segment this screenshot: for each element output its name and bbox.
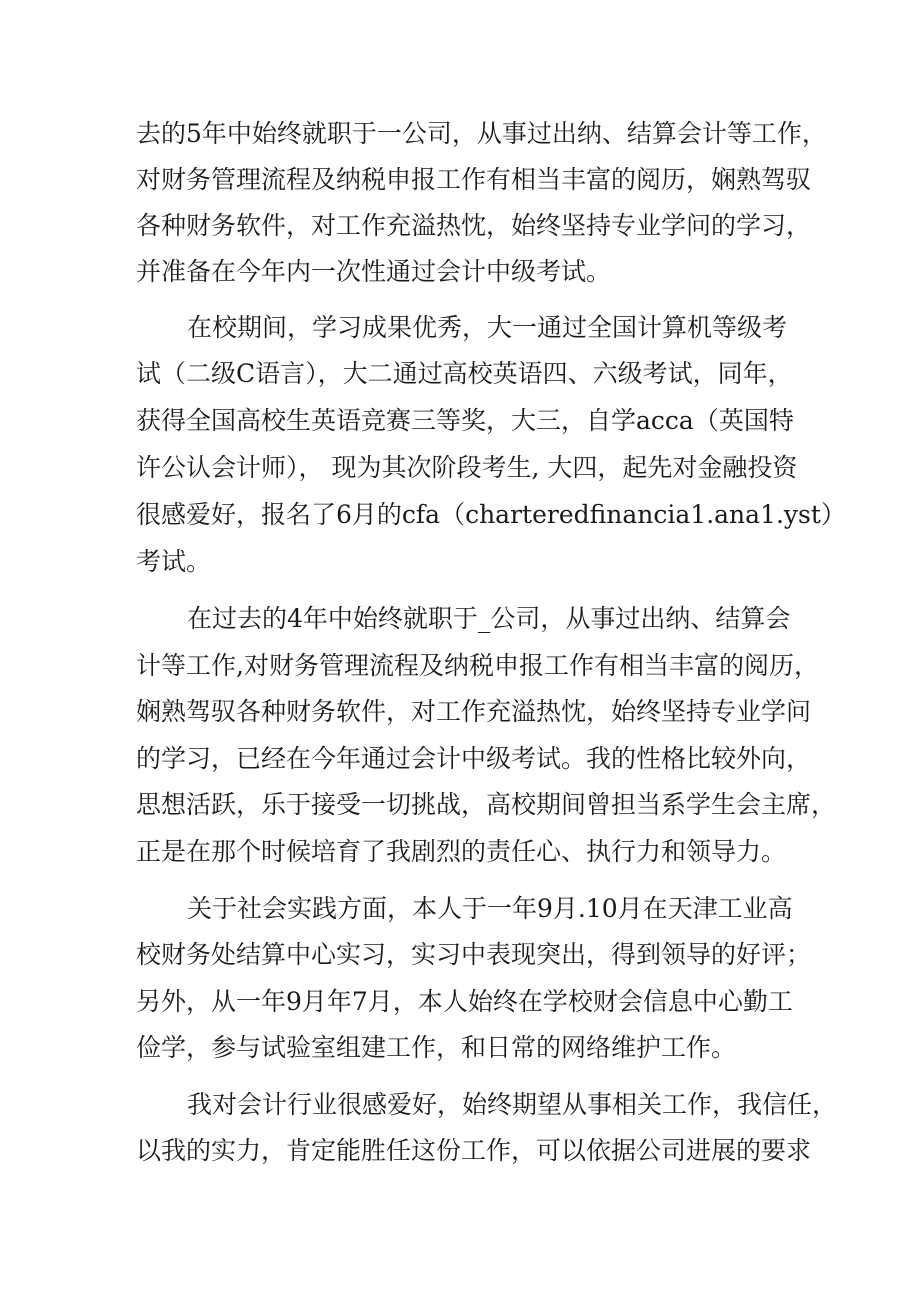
text-line: 在校期间，学习成果优秀，大一通过全国计算机等级考 xyxy=(187,313,788,342)
text-line: 以我的实力，肯定能胜任这份工作，可以依据公司进展的要求 xyxy=(136,1136,812,1165)
text-line: 校财务处结算中心实习，实习中表现突出，得到领导的好评； xyxy=(136,940,812,969)
text-line: 在过去的4年中始终就职于_公司，从事过出纳、结算会 xyxy=(187,604,791,633)
text-line: 关于社会实践方面，本人于一年9月.10月在天津工业高 xyxy=(187,894,793,923)
text-line: 许公认会计师）， 现为其次阶段考生, 大四，起先对金融投资 xyxy=(136,453,798,482)
text-line: 另外，从一年9月年7月，本人始终在学校财会信息中心勤工 xyxy=(136,987,793,1016)
text-line: 试（二级C语言），大二通过高校英语四、六级考试，同年， xyxy=(136,359,793,388)
text-line: 我对会计行业很感爱好，始终期望从事相关工作，我信任， xyxy=(187,1090,838,1119)
text-line: 对财务管理流程及纳税申报工作有相当丰富的阅历，娴熟驾驭 xyxy=(136,165,812,194)
text-line: 获得全国高校生英语竞赛三等奖，大三，自学acca（英国特 xyxy=(136,406,794,435)
text-line: 思想活跃，乐于接受一切挑战，高校期间曾担当系学生会主席， xyxy=(136,790,837,819)
text-line: 的学习，已经在今年通过会计中级考试。我的性格比较外向， xyxy=(136,744,812,773)
text-line: 去的5年中始终就职于一公司，从事过出纳、结算会计等工作， xyxy=(136,119,827,148)
text-line: 俭学，参与试验室组建工作，和日常的网络维护工作。 xyxy=(136,1033,737,1062)
text-line: 各种财务软件，对工作充溢热忱，始终坚持专业学问的学习， xyxy=(136,211,812,240)
text-line: 正是在那个时候培育了我剧烈的责任心、执行力和领导力。 xyxy=(136,837,787,866)
text-line: 娴熟驾驭各种财务软件，对工作充溢热忱，始终坚持专业学问 xyxy=(136,697,812,726)
text-line: 很感爱好，报名了6月的cfa（charteredfinancia1.ana1.yst） xyxy=(136,500,846,529)
text-line: 计等工作,对财务管理流程及纳税申报工作有相当丰富的阅历， xyxy=(136,651,819,680)
text-line: 并准备在今年内一次性通过会计中级考试。 xyxy=(136,257,612,286)
text-line: 考试。 xyxy=(136,547,212,576)
